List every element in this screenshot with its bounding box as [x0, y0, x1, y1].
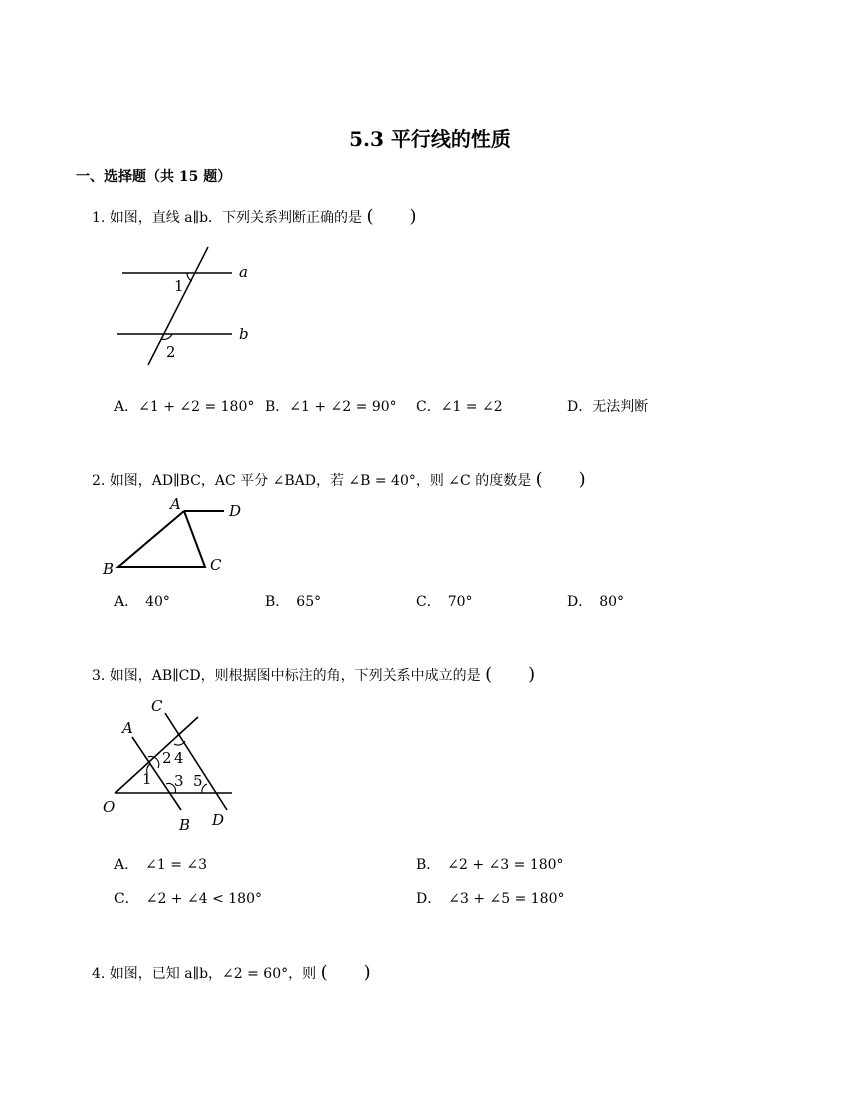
label-B: B [179, 816, 191, 834]
label-C: C [151, 697, 163, 715]
question-2-option-b[interactable]: B． 65° [265, 594, 322, 610]
question-1-paren: ( ) [366, 206, 417, 227]
label-A: A [122, 719, 133, 737]
question-3-option-d[interactable]: D． ∠3 + ∠5 = 180° [416, 891, 565, 907]
question-1-option-a[interactable]: A．∠1 + ∠2 = 180° [114, 399, 255, 415]
question-3-text: 3. 如图，AB∥CD，则根据图中标注的角，下列关系中成立的是 [92, 668, 481, 684]
label-C: C [210, 556, 222, 574]
question-1-text: 1. 如图，直线 a∥b．下列关系判断正确的是 [92, 210, 363, 226]
label-angle-5: 5 [193, 772, 203, 790]
question-3-paren: ( ) [485, 664, 536, 685]
question-2-option-a[interactable]: A． 40° [114, 594, 170, 610]
label-angle-4: 4 [174, 749, 184, 767]
question-3-option-c[interactable]: C． ∠2 + ∠4 < 180° [114, 891, 262, 907]
label-O: O [103, 798, 116, 816]
label-angle-2: 2 [166, 343, 176, 361]
question-2-stem [92, 465, 586, 491]
page-title: 5.3 平行线的性质 [349, 127, 511, 151]
question-2-text: 2. 如图，AD∥BC，AC 平分 ∠BAD，若 ∠B = 40°，则 ∠C 的度数是 [92, 473, 532, 489]
question-2-figure [100, 495, 250, 580]
angle-5-arc [202, 784, 207, 793]
label-A: A [170, 495, 181, 513]
question-4-text: 4. 如图，已知 a∥b，∠2 = 60°，则 [92, 966, 317, 982]
question-2-option-c[interactable]: C． 70° [416, 594, 473, 610]
question-3-option-b[interactable]: B． ∠2 + ∠3 = 180° [416, 857, 564, 873]
label-a: a [239, 263, 248, 281]
label-b: b [239, 325, 249, 343]
question-3-option-a[interactable]: A． ∠1 = ∠3 [114, 857, 208, 873]
triangle-abc [118, 511, 205, 567]
section-heading: 一、选择题（共 15 题） [76, 169, 232, 185]
question-3-stem [92, 660, 535, 686]
question-1-stem [92, 202, 417, 228]
question-1-option-d[interactable]: D．无法判断 [567, 399, 649, 415]
label-D: D [229, 502, 242, 520]
label-angle-1: 1 [174, 277, 184, 295]
question-1-option-c[interactable]: C．∠1 = ∠2 [416, 399, 503, 415]
label-angle-3: 3 [174, 772, 184, 790]
question-4-paren: ( ) [320, 962, 371, 983]
label-angle-2: 2 [162, 749, 172, 767]
question-2-paren: ( ) [535, 469, 586, 490]
transversal [148, 247, 208, 365]
label-B: B [103, 560, 115, 578]
label-D: D [212, 811, 225, 829]
question-1-option-b[interactable]: B．∠1 + ∠2 = 90° [265, 399, 397, 415]
label-angle-1: 1 [142, 770, 152, 788]
question-3-figure [100, 695, 240, 835]
question-1-figure [110, 255, 260, 365]
question-4-stem [92, 958, 371, 984]
question-2-option-d[interactable]: D． 80° [567, 594, 625, 610]
